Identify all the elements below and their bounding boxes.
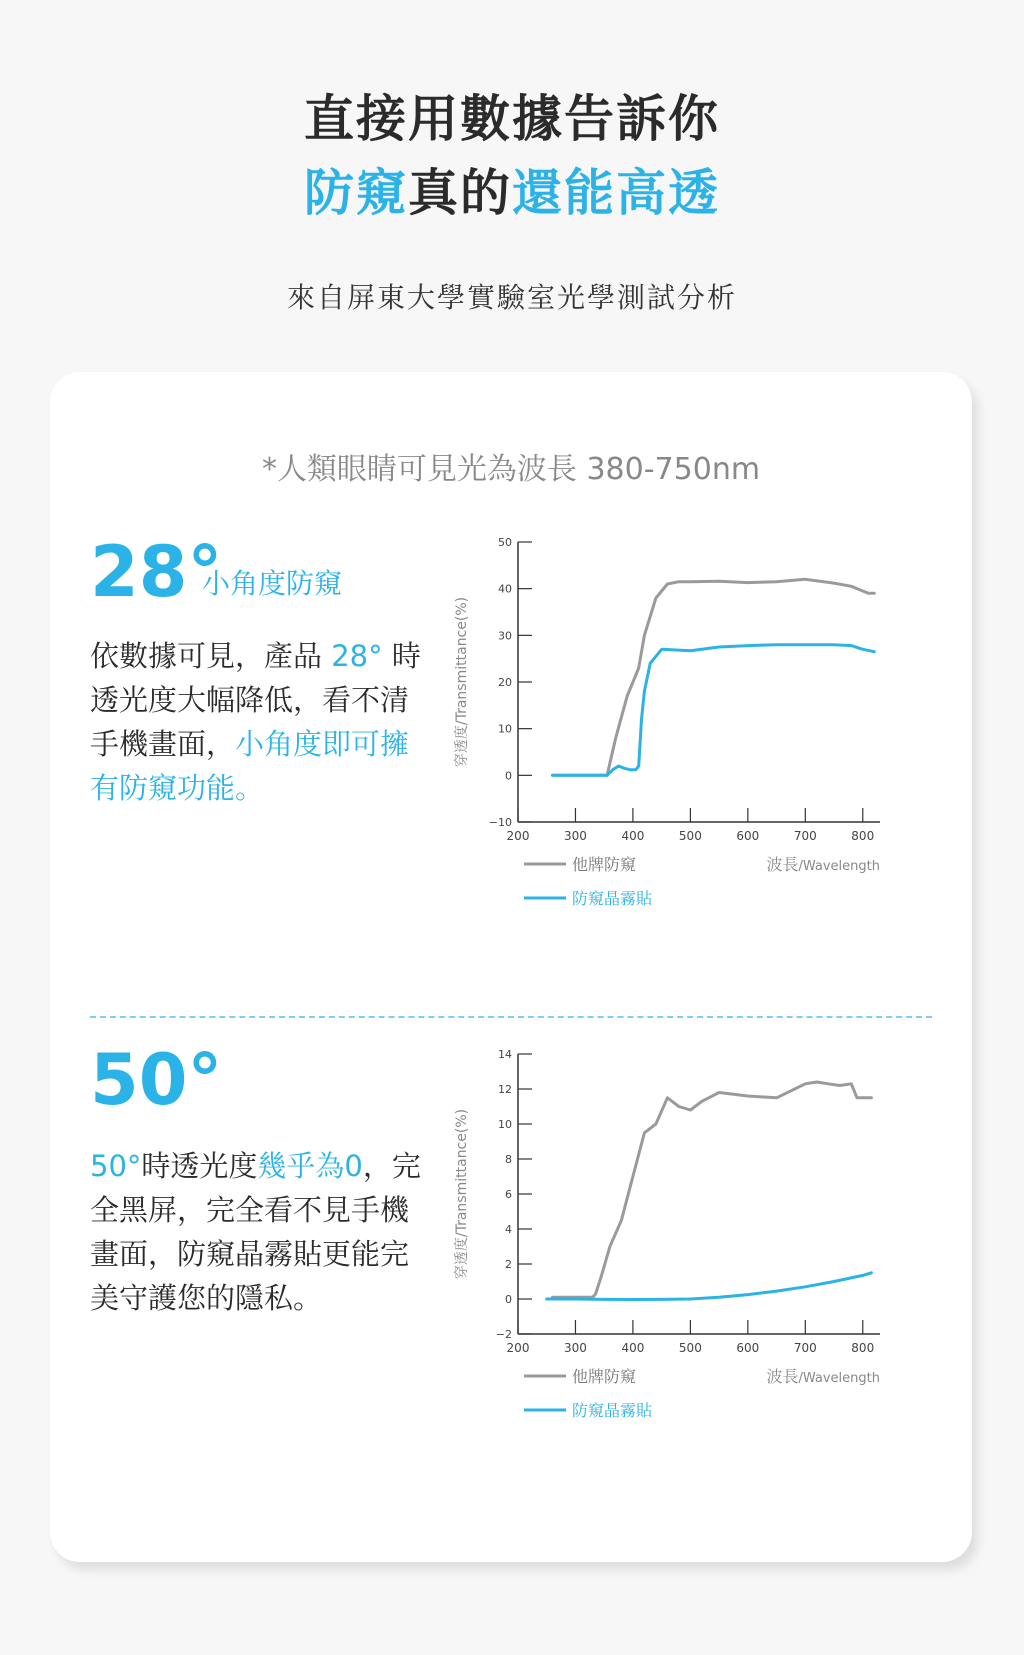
y-tick-label: 10: [498, 722, 512, 736]
x-tick-label: 500: [678, 1341, 702, 1355]
y-axis-label: 穿透度/Transmittance(%): [454, 1108, 470, 1280]
transmittance-chart-50: [448, 1034, 898, 1454]
y-tick-label: 14: [498, 1048, 512, 1061]
x-axis-label-en: /Wavelength: [798, 859, 880, 874]
y-tick-label: −10: [488, 816, 512, 829]
description-segment: 幾乎為0: [257, 1149, 363, 1183]
section-description: [90, 1144, 430, 1320]
x-axis-label: [766, 855, 880, 874]
x-tick-label: 500: [678, 829, 702, 843]
description-segment: 50°: [90, 1149, 142, 1183]
y-tick-label: 6: [505, 1188, 512, 1201]
y-tick-label: 40: [498, 582, 512, 596]
description-segment: 時透光度: [141, 1149, 258, 1183]
x-tick-label: 600: [736, 829, 760, 843]
x-tick-label: 600: [736, 1341, 760, 1355]
page-subtitle: 來自屏東大學實驗室光學測試分析: [286, 281, 737, 314]
title-segment: 還能高透: [512, 164, 720, 222]
x-tick-label: 200: [506, 1341, 530, 1355]
description-segment: 依數據可見，產品: [90, 639, 332, 673]
visible-light-note: *人類眼睛可見光為波長 380-750nm: [261, 452, 761, 487]
y-tick-label: 0: [505, 769, 512, 783]
description-segment: ，完全黑屏，完全看不見手機畫面，防窺晶霧貼更能完美守護您的隱私。: [90, 1149, 421, 1315]
x-tick-label: 300: [564, 1341, 587, 1355]
section-description: [90, 634, 430, 810]
x-tick-label: 400: [621, 1341, 645, 1355]
y-tick-label: 20: [498, 676, 512, 689]
y-tick-label: 4: [505, 1223, 512, 1236]
x-tick-label: 300: [564, 829, 587, 843]
x-tick-label: 200: [506, 829, 530, 843]
x-axis-label-cn: 波長: [766, 855, 799, 874]
y-tick-label: 30: [498, 629, 512, 643]
series-line-other-brand: [553, 579, 875, 775]
page-title-highlight: [0, 162, 1024, 224]
series-line-product: [553, 645, 875, 776]
y-tick-label: 2: [505, 1258, 512, 1271]
x-axis-label: [766, 1367, 880, 1386]
y-axis-label: 穿透度/Transmittance(%): [454, 596, 470, 768]
section-divider: [90, 1016, 932, 1018]
transmittance-chart-28: [448, 522, 898, 942]
x-axis-label-cn: 波長: [766, 1367, 799, 1386]
y-tick-label: 50: [498, 536, 512, 549]
legend-label: 防窺晶霧貼: [572, 1401, 653, 1420]
title-segment: 防窺: [304, 164, 408, 222]
angle-value: 28°: [90, 531, 223, 613]
y-tick-label: 10: [498, 1118, 512, 1131]
y-tick-label: 12: [498, 1083, 512, 1096]
legend-label: 他牌防窺: [572, 1367, 637, 1386]
legend-label: 他牌防窺: [572, 855, 637, 874]
x-tick-label: 800: [851, 1341, 875, 1355]
angle-value: 50°: [90, 1039, 223, 1121]
description-segment: 時透光度大幅降低，看不清手機畫面，: [90, 639, 421, 761]
y-tick-label: −2: [495, 1328, 512, 1341]
results-card: [50, 372, 972, 1562]
x-tick-label: 400: [621, 829, 645, 843]
description-segment: 28°: [331, 639, 383, 673]
y-tick-label: 0: [505, 1293, 512, 1306]
y-tick-label: 8: [505, 1153, 512, 1166]
legend-label: 防窺晶霧貼: [572, 889, 653, 908]
x-tick-label: 700: [793, 829, 817, 843]
title-segment: 真的: [408, 164, 512, 222]
description-segment: 小角度即可擁有防窺功能。: [90, 727, 410, 805]
x-tick-label: 700: [793, 1341, 817, 1355]
x-tick-label: 800: [851, 829, 875, 843]
angle-label: 小角度防窺: [202, 567, 343, 600]
page-title: 直接用數據告訴你: [304, 90, 720, 148]
series-line-other-brand: [553, 1082, 872, 1297]
x-axis-label-en: /Wavelength: [798, 1371, 880, 1386]
